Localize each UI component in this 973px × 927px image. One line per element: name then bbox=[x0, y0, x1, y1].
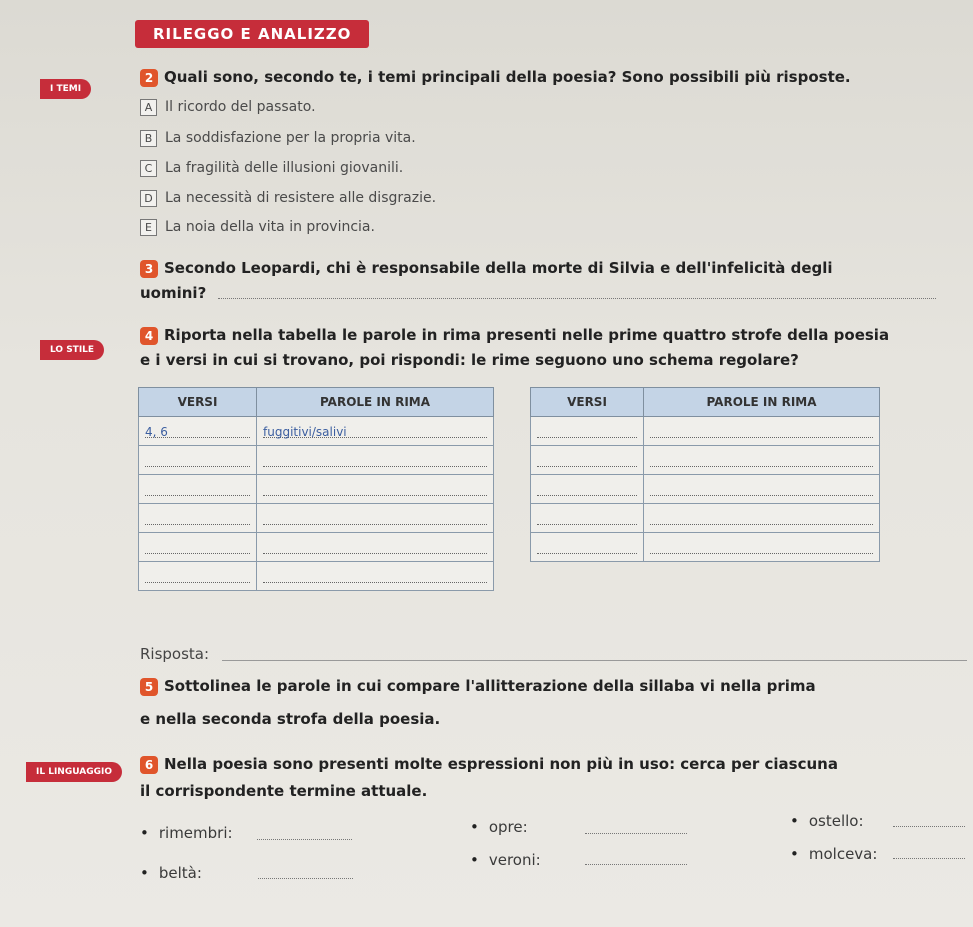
cell-versi[interactable] bbox=[139, 504, 257, 533]
question-4 bbox=[140, 326, 889, 345]
question-number: 2 bbox=[140, 69, 158, 87]
option-text: La noia della vita in provincia. bbox=[165, 219, 375, 235]
cell-versi[interactable] bbox=[139, 562, 257, 591]
answer-line-molceva[interactable] bbox=[893, 858, 965, 859]
word-belta: • beltà: bbox=[140, 864, 202, 882]
answer-line-q3[interactable] bbox=[218, 298, 936, 299]
section-banner: RILEGGO E ANALIZZO bbox=[135, 20, 369, 48]
answer-line-ostello[interactable] bbox=[893, 826, 965, 827]
option-b[interactable] bbox=[140, 130, 416, 147]
filled-parole: fuggitivi/salivi bbox=[263, 425, 487, 438]
question-2-text: Quali sono, secondo te, i temi principali della poesia? Sono possibili più risposte. bbox=[164, 68, 851, 86]
checkbox-letter[interactable]: C bbox=[140, 160, 157, 177]
col-parole: PAROLE IN RIMA bbox=[644, 388, 880, 417]
answer-line-risposta[interactable] bbox=[222, 660, 967, 661]
cell-versi[interactable] bbox=[531, 504, 644, 533]
question-6-line1: Nella poesia sono presenti molte espressioni non più in uso: cerca per ciascuna bbox=[164, 755, 838, 773]
question-6-line2: il corrispondente termine attuale. bbox=[140, 782, 428, 800]
word-rimembri: • rimembri: bbox=[140, 824, 233, 842]
risposta-label: Risposta: bbox=[140, 645, 210, 663]
rhyme-table-left bbox=[138, 387, 494, 591]
checkbox-letter[interactable]: B bbox=[140, 130, 157, 147]
cell-parole[interactable] bbox=[644, 504, 880, 533]
checkbox-letter[interactable]: E bbox=[140, 219, 157, 236]
option-text: La fragilità delle illusioni giovanili. bbox=[165, 160, 404, 176]
question-number: 5 bbox=[140, 678, 158, 696]
col-versi: VERSI bbox=[531, 388, 644, 417]
question-5 bbox=[140, 677, 816, 696]
cell-versi[interactable] bbox=[531, 417, 644, 446]
cell-parole[interactable] bbox=[257, 417, 494, 446]
word-veroni: • veroni: bbox=[470, 851, 541, 869]
col-parole: PAROLE IN RIMA bbox=[257, 388, 494, 417]
filled-versi: 4, 6 bbox=[145, 425, 250, 438]
cell-parole[interactable] bbox=[644, 446, 880, 475]
option-e[interactable] bbox=[140, 219, 375, 236]
option-text: Il ricordo del passato. bbox=[165, 99, 316, 115]
question-2 bbox=[140, 68, 851, 87]
cell-parole[interactable] bbox=[644, 475, 880, 504]
cell-parole[interactable] bbox=[644, 533, 880, 562]
answer-line-opre[interactable] bbox=[585, 833, 687, 834]
option-text: La necessità di resistere alle disgrazie. bbox=[165, 190, 437, 206]
question-4-line1: Riporta nella tabella le parole in rima presenti nelle prime quattro strofe della poesia bbox=[164, 326, 890, 344]
word-molceva: • molceva: bbox=[790, 845, 877, 863]
answer-line-belta[interactable] bbox=[258, 878, 353, 879]
tag-linguaggio: IL LINGUAGGIO bbox=[26, 762, 122, 782]
col-versi: VERSI bbox=[139, 388, 257, 417]
cell-versi[interactable] bbox=[139, 475, 257, 504]
option-a[interactable] bbox=[140, 99, 316, 116]
question-3 bbox=[140, 259, 833, 278]
question-number: 6 bbox=[140, 756, 158, 774]
word-ostello: • ostello: bbox=[790, 812, 864, 830]
answer-line-rimembri[interactable] bbox=[257, 839, 352, 840]
question-5-line2: e nella seconda strofa della poesia. bbox=[140, 710, 441, 728]
tag-stile: LO STILE bbox=[40, 340, 104, 360]
question-number: 4 bbox=[140, 327, 158, 345]
cell-versi[interactable] bbox=[531, 446, 644, 475]
question-3-line2: uomini? bbox=[140, 284, 207, 302]
checkbox-letter[interactable]: A bbox=[140, 99, 157, 116]
cell-parole[interactable] bbox=[257, 446, 494, 475]
rhyme-table-right bbox=[530, 387, 880, 562]
question-4-line2: e i versi in cui si trovano, poi rispondi: le rime seguono uno schema regolare? bbox=[140, 351, 799, 369]
cell-versi[interactable] bbox=[139, 533, 257, 562]
question-6 bbox=[140, 755, 838, 774]
cell-parole[interactable] bbox=[257, 562, 494, 591]
option-d[interactable] bbox=[140, 190, 436, 207]
option-text: La soddisfazione per la propria vita. bbox=[165, 130, 416, 146]
word-opre: • opre: bbox=[470, 818, 528, 836]
cell-versi[interactable] bbox=[139, 446, 257, 475]
cell-parole[interactable] bbox=[257, 533, 494, 562]
question-5-line1: Sottolinea le parole in cui compare l'allitterazione della sillaba vi nella prima bbox=[164, 677, 816, 695]
question-3-line1: Secondo Leopardi, chi è responsabile della morte di Silvia e dell'infelicità degli bbox=[164, 259, 833, 277]
checkbox-letter[interactable]: D bbox=[140, 190, 157, 207]
tag-temi: I TEMI bbox=[40, 79, 91, 99]
cell-parole[interactable] bbox=[257, 475, 494, 504]
question-number: 3 bbox=[140, 260, 158, 278]
option-c[interactable] bbox=[140, 160, 403, 177]
answer-line-veroni[interactable] bbox=[585, 864, 687, 865]
cell-versi[interactable] bbox=[531, 533, 644, 562]
cell-versi[interactable] bbox=[531, 475, 644, 504]
cell-parole[interactable] bbox=[257, 504, 494, 533]
cell-parole[interactable] bbox=[644, 417, 880, 446]
cell-versi[interactable] bbox=[139, 417, 257, 446]
